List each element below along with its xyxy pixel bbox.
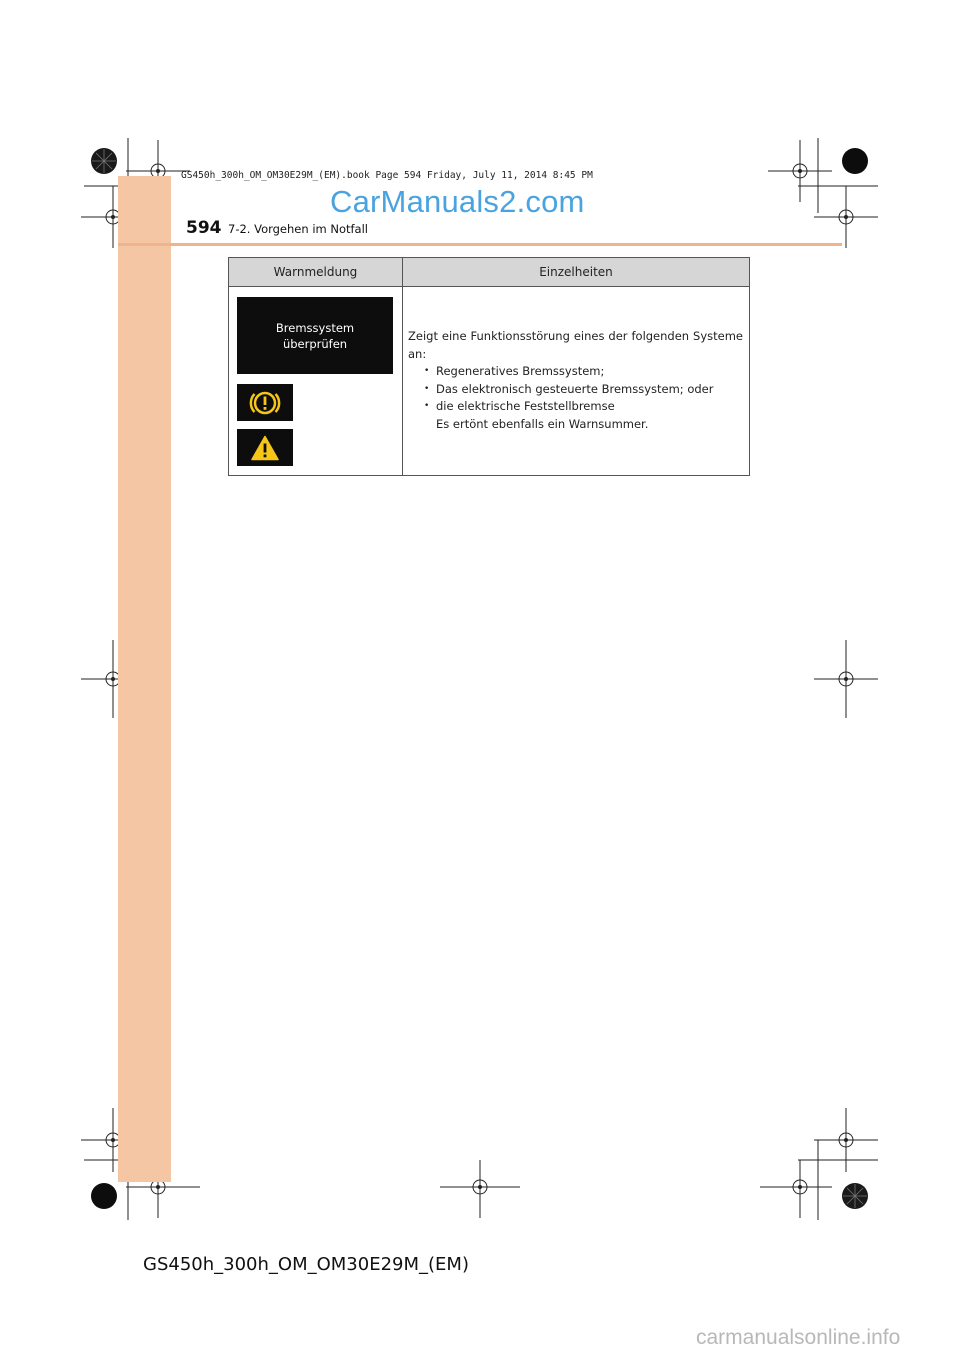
site-watermark: carmanualsonline.info	[696, 1326, 901, 1349]
message-line-1: Bremssystem	[275, 320, 355, 335]
header-rule	[118, 243, 842, 246]
watermark: CarManuals2.com	[330, 184, 585, 219]
column-header-einzelheiten: Einzelheiten	[403, 258, 750, 287]
list-item: • Regeneratives Bremssystem;	[424, 363, 743, 381]
message-display	[237, 297, 393, 374]
table-row	[229, 287, 750, 476]
footer-code: GS450h_300h_OM_OM30E29M_(EM)	[143, 1254, 469, 1275]
warning-cell	[229, 287, 403, 476]
brake-warning-icon	[237, 384, 293, 421]
page-number: 594	[186, 218, 222, 238]
list-item: • die elektrische Feststellbremse	[424, 398, 743, 416]
side-tab-bar	[118, 176, 171, 1182]
warning-table	[228, 257, 750, 476]
table-header-row	[229, 258, 750, 287]
message-line-2: überprüfen	[282, 336, 348, 351]
details-note: Es ertönt ebenfalls ein Warnsummer.	[436, 416, 649, 431]
print-info: GS450h_300h_OM_OM30E29M_(EM).book Page 594 Friday, July 11, 2014 8:45 PM	[181, 170, 593, 181]
details-text	[408, 328, 743, 433]
section-title: 7-2. Vorgehen im Notfall	[228, 222, 368, 236]
column-header-warnmeldung: Warnmeldung	[229, 258, 403, 287]
details-intro: Zeigt eine Funktionsstörung eines der folgenden Systeme an:	[408, 329, 743, 361]
details-cell	[403, 287, 750, 476]
master-warning-icon	[237, 429, 293, 466]
list-item: • Das elektronisch gesteuerte Bremssystem; oder	[424, 381, 743, 399]
details-list	[408, 363, 743, 416]
